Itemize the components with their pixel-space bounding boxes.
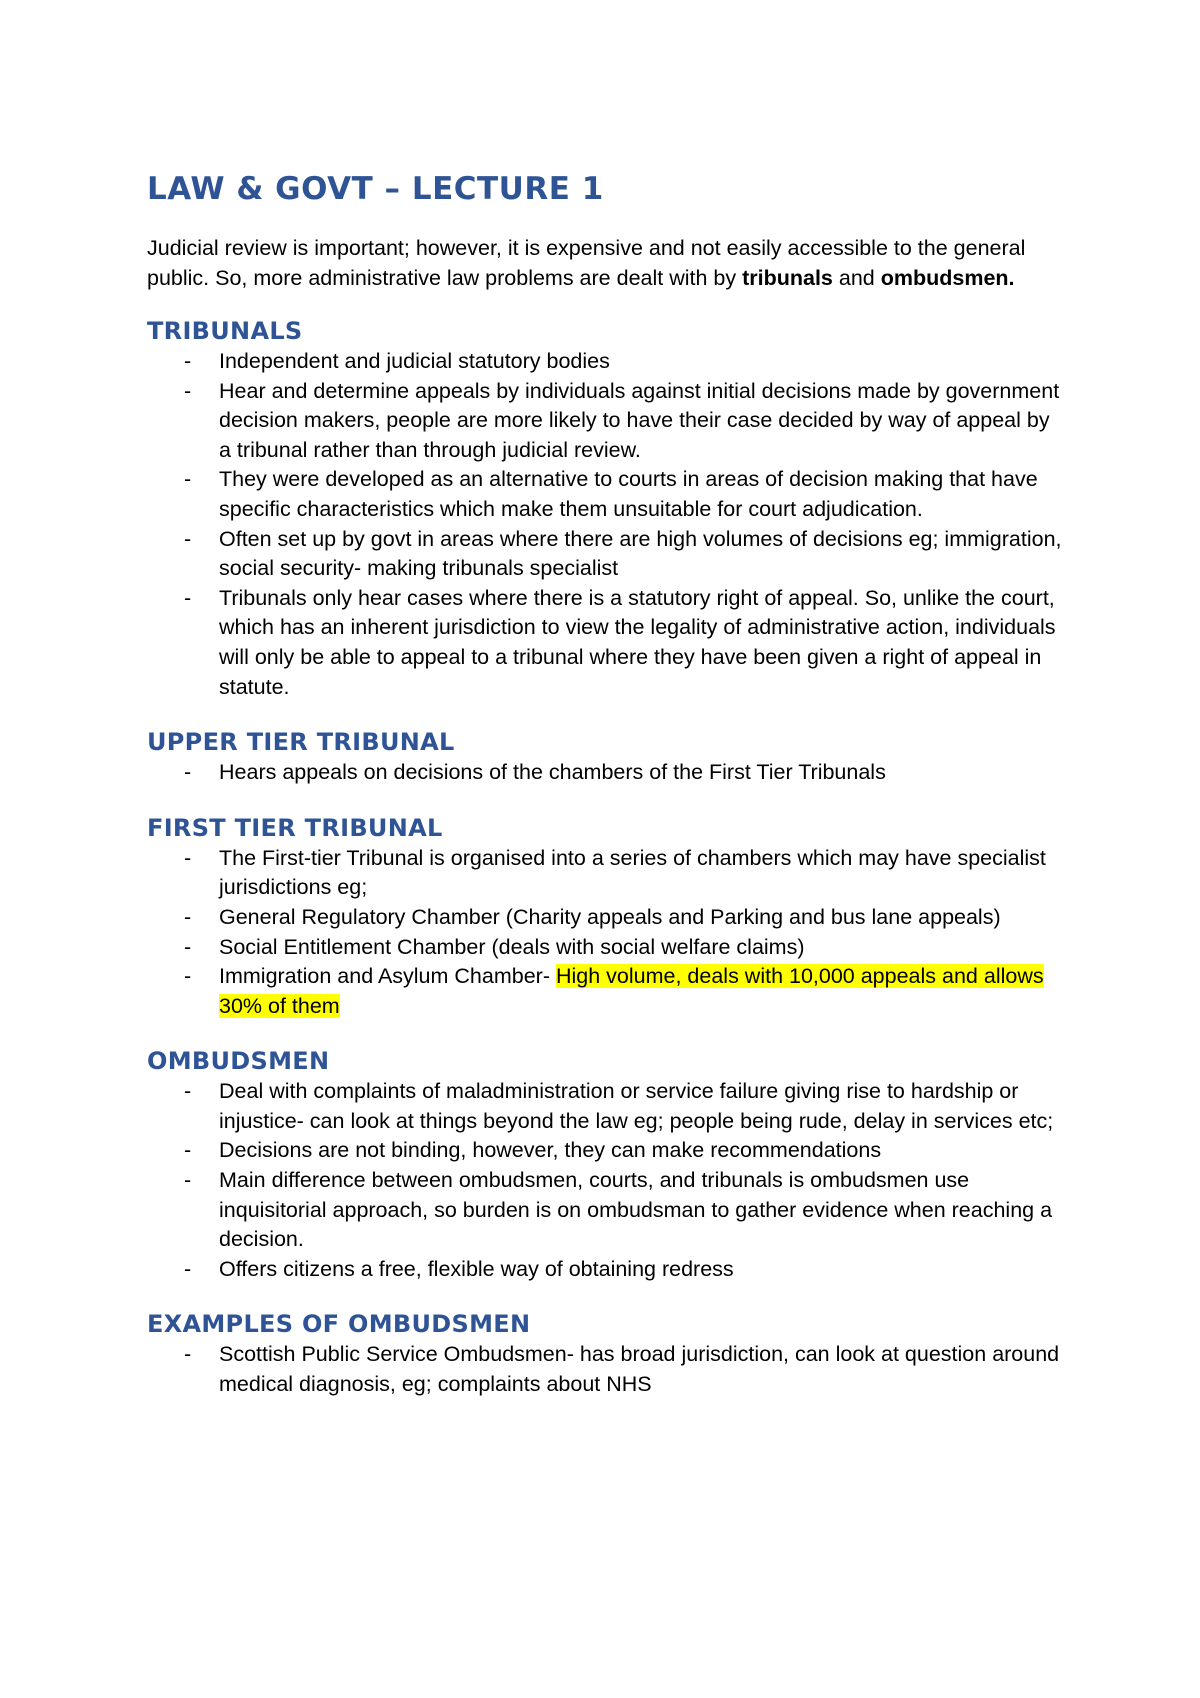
list-item: - Hear and determine appeals by individuals against initial decisions made by government decision makers, people are more likely to have their case decided by way of appeal by a tribunal rather than through judicial review. (184, 378, 1060, 462)
list-item: - Deal with complaints of maladministration or service failure giving rise to hardship or injustice- can look at things beyond the law eg; people being rude, delay in services etc; (184, 1079, 1054, 1133)
examples-list (147, 1340, 1067, 1399)
bullet-dash: - (184, 964, 192, 989)
document-page (147, 168, 1067, 1424)
list-item: - Social Entitlement Chamber (deals with social welfare claims) (147, 933, 1067, 963)
intro-text: Judicial review is important; however, it is expensive and not easily accessible to the general public. So, more administrative law problems are dealt with by (147, 236, 1026, 290)
bullet-dash: - (184, 349, 192, 373)
intro-bold-ombudsmen: ombudsmen. (880, 265, 1015, 290)
bullet-dash: - (184, 378, 192, 403)
list-item: - Independent and judicial statutory bodies (147, 347, 1067, 377)
bullet-dash: - (184, 760, 192, 785)
bullet-dash: - (184, 845, 192, 870)
bullet-dash: - (184, 526, 192, 551)
section-upper-tier-tribunal (147, 726, 1067, 788)
list-item: - Tribunals only hear cases where there is a statutory right of appeal. So, unlike the court, which has an inherent jurisdiction to view the legality of administrative action, individuals will only be able to appeal to a tribunal where they have been given a right of appeal in statute. (184, 585, 1056, 699)
list-item (147, 962, 1067, 1021)
heading-first-tier-tribunal: FIRST TIER TRIBUNAL (147, 813, 443, 842)
section-first-tier-tribunal (147, 812, 1067, 1022)
heading-ombudsmen: OMBUDSMEN (147, 1047, 330, 1076)
section-examples-of-ombudsmen (147, 1308, 1067, 1399)
immigration-chamber-text: Immigration and Asylum Chamber- (219, 964, 556, 989)
intro-bold-tribunals: tribunals (742, 265, 833, 290)
list-item: - Hears appeals on decisions of the chambers of the First Tier Tribunals (147, 758, 1067, 788)
upper-tier-list (147, 758, 1067, 788)
bullet-dash: - (184, 1138, 192, 1163)
list-item: - Decisions are not binding, however, they can make recommendations (147, 1136, 1067, 1166)
list-item: - Offers citizens a free, flexible way of obtaining redress (147, 1255, 1067, 1285)
list-item: - Main difference between ombudsmen, courts, and tribunals is ombudsmen use inquisitorial approach, so burden is on ombudsman to gather evidence when reaching a decision. (184, 1168, 1053, 1252)
list-item: - General Regulatory Chamber (Charity appeals and Parking and bus lane appeals) (147, 903, 1067, 933)
list-item: - They were developed as an alternative to courts in areas of decision making that have specific characteristics which make them unsuitable for court adjudication. (184, 467, 1038, 521)
bullet-dash: - (184, 1342, 192, 1367)
highlighted-text: High volume, deals with 10,000 appeals and allows 30% of them (219, 964, 1044, 1018)
document-title: LAW & GOVT – LECTURE 1 (147, 171, 604, 207)
first-tier-list (147, 844, 1067, 1022)
bullet-dash: - (184, 934, 192, 959)
list-item: - Scottish Public Service Ombudsmen- has broad jurisdiction, can look at question around medical diagnosis, eg; complaints about NHS (184, 1342, 1060, 1397)
bullet-dash: - (184, 467, 192, 492)
heading-upper-tier-tribunal: UPPER TIER TRIBUNAL (147, 728, 455, 757)
section-tribunals (147, 315, 1067, 702)
heading-examples-of-ombudsmen: EXAMPLES OF OMBUDSMEN (147, 1310, 531, 1339)
intro-connector: and (832, 265, 881, 290)
bullet-dash: - (184, 1256, 192, 1281)
list-item: - The First-tier Tribunal is organised into a series of chambers which may have specialist jurisdictions eg; (184, 845, 1046, 900)
section-ombudsmen (147, 1045, 1067, 1284)
bullet-dash: - (184, 1168, 192, 1193)
bullet-dash: - (184, 585, 192, 610)
tribunals-list (147, 347, 1067, 702)
ombudsmen-list (147, 1077, 1067, 1284)
intro-paragraph (147, 234, 1067, 293)
bullet-dash: - (184, 904, 192, 929)
heading-tribunals: TRIBUNALS (147, 317, 303, 345)
bullet-dash: - (184, 1079, 192, 1104)
list-item: - Often set up by govt in areas where there are high volumes of decisions eg; immigration, social security- making tribunals specialist (184, 526, 1062, 581)
